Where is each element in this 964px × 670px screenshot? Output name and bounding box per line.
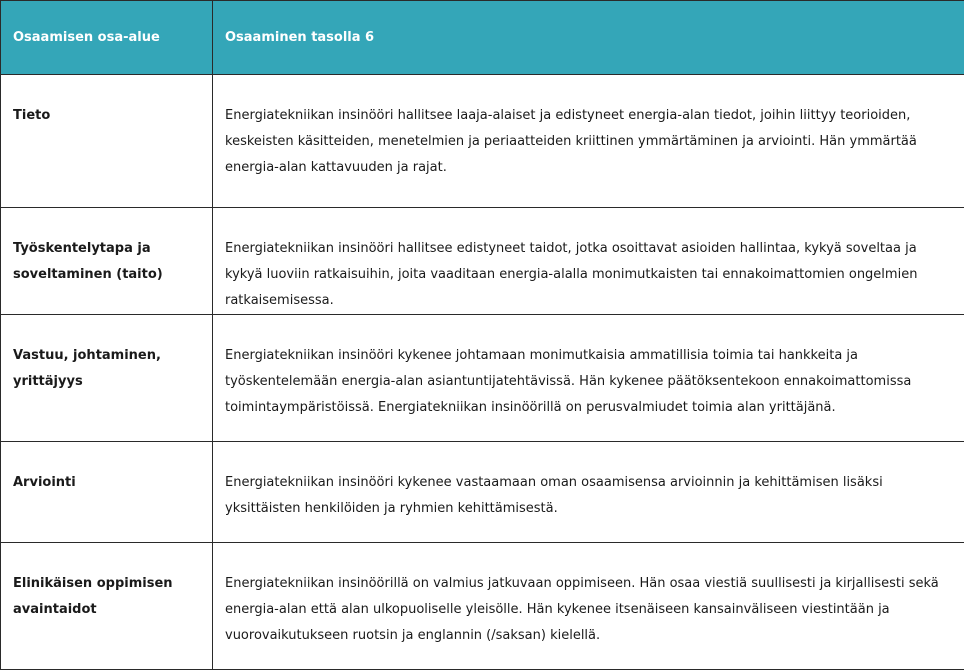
row-description: Energiatekniikan insinööri hallitsee edistyneet taidot, jotka osoittavat asioiden hallintaa, kykyä soveltaa ja kykyä luoviin ratkaisuihin, joita vaaditaan energia-alalla monimutkaisten tai ennakoimattomien ongelmien ratkaisemisessa. [213, 208, 964, 315]
table-row [1, 315, 964, 442]
row-description: Energiatekniikan insinööri kykenee vastaamaan oman osaamisensa arvioinnin ja kehittämisen lisäksi yksittäisten henkilöiden ja ryhmien kehittämisestä. [213, 442, 964, 543]
row-description: Energiatekniikan insinööri kykenee johtamaan monimutkaisia ammatillisia toimia tai hankkeita ja työskentelemään energia-alan asiantuntijatehtävissä. Hän kykenee päätöksentekoon ennakoimattomissa toimintaympäristöissä. Energiatekniikan insinöörillä on perusvalmiudet toimia alan yrittäjänä. [213, 315, 964, 442]
row-area-label: Vastuu, johtaminen, yrittäjyys [1, 315, 213, 442]
table-row [1, 543, 964, 670]
table-header-row [1, 1, 964, 75]
row-area-label: Arviointi [1, 442, 213, 543]
row-area-label: Työskentelytapa ja soveltaminen (taito) [1, 208, 213, 315]
row-description: Energiatekniikan insinööri hallitsee laaja-alaiset ja edistyneet energia-alan tiedot, joihin liittyy teorioiden, keskeisten käsitteiden, menetelmien ja periaatteiden kriittinen ymmärtäminen ja arviointi. Hän ymmärtää energia-alan kattavuuden ja rajat. [213, 75, 964, 208]
row-area-label: Tieto [1, 75, 213, 208]
row-description: Energiatekniikan insinöörillä on valmius jatkuvaan oppimiseen. Hän osaa viestiä suullisesti ja kirjallisesti sekä energia-alan että alan ulkopuoliselle yleisölle. Hän kykenee itsenäiseen kansainväliseen viestintään ja vuorovaikutukseen ruotsin ja englannin (/saksan) kielellä. [213, 543, 964, 670]
row-area-label: Elinikäisen oppimisen avaintaidot [1, 543, 213, 670]
table-row [1, 75, 964, 208]
table-row [1, 208, 964, 315]
column-header-area: Osaamisen osa-alue [1, 1, 213, 75]
table-row [1, 442, 964, 543]
column-header-level: Osaaminen tasolla 6 [213, 1, 964, 75]
